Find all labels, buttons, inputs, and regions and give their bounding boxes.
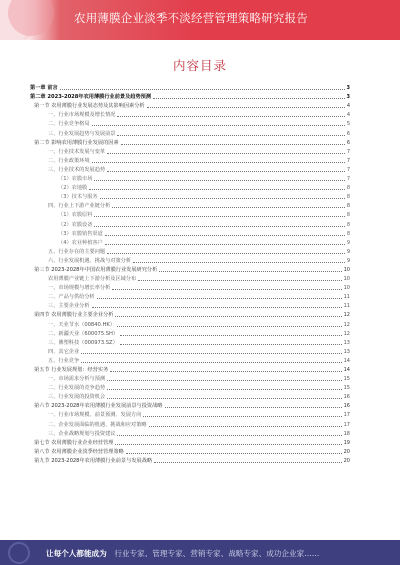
toc-entry[interactable] [30,237,350,246]
toc-leader-dots [60,89,345,90]
toc-entry-page: 15 [343,385,350,392]
toc-leader-dots [147,107,345,108]
toc-leader-dots [120,344,342,345]
toc-entry-label: 第五节 行业发展规划：经营实务 [34,367,109,373]
toc-entry-page: 7 [346,166,350,173]
toc-entry[interactable] [30,137,350,146]
toc-entry-page: 8 [346,230,350,237]
toc-entry[interactable] [30,91,350,100]
toc-entry[interactable] [30,282,350,291]
toc-entry-label: 第三节 2023-2028年中国农用薄膜行业发展研究分析 [34,266,158,273]
toc-entry-page: 8 [346,221,350,228]
toc-entry[interactable] [30,246,350,255]
toc-entry-page: 10 [343,266,350,273]
toc-entry[interactable] [30,328,350,337]
toc-entry-page: 13 [343,339,350,346]
toc-entry-label: 第七节 农用薄膜行业企业经营管理 [34,439,114,446]
toc-entry[interactable] [30,164,350,173]
toc-leader-dots [107,398,342,399]
toc-leader-dots [126,453,342,454]
toc-entry[interactable] [30,118,350,127]
toc-entry[interactable] [30,437,350,446]
toc-entry-page: 18 [343,430,350,437]
toc-entry[interactable] [30,364,350,373]
toc-leader-dots [94,216,344,217]
header-decoration [0,0,70,40]
toc-entry-label: 二、企业发展面临的机遇、挑战和应对策略 [48,421,147,428]
toc-entry-page: 14 [343,357,350,364]
toc-entry[interactable] [30,173,350,182]
toc-leader-dots [115,316,341,317]
toc-entry-page: 7 [346,148,350,155]
toc-entry[interactable] [30,291,350,300]
toc-entry-page: 9 [346,248,350,255]
toc-leader-dots [117,435,341,436]
toc-leader-dots [94,180,344,181]
toc-entry-page: 8 [346,203,350,210]
toc-leader-dots [94,226,344,227]
toc-entry-page: 19 [343,439,350,446]
page-footer-banner [0,540,400,565]
toc-leader-dots [159,271,341,272]
toc-leader-dots [107,253,345,254]
toc-entry-page: 13 [343,348,350,355]
toc-leader-dots [105,244,345,245]
toc-leader-dots [117,326,342,327]
toc-entry-label: 二、新疆天业（600075.SH） [48,330,119,337]
toc-leader-dots [107,153,345,154]
toc-entry-page: 20 [343,448,350,455]
toc-entry-label: （4）农业种植客户 [58,239,103,246]
toc-entry-label: 第一章 前言 [30,85,58,92]
toc-entry[interactable] [30,409,350,418]
toc-entry[interactable] [30,337,350,346]
toc-leader-dots [81,362,341,363]
toc-entry-page: 8 [346,194,350,201]
table-of-contents [30,82,350,464]
toc-entry-page: 7 [346,176,350,183]
toc-leader-dots [107,380,342,381]
toc-leader-dots [105,235,345,236]
toc-leader-dots [89,189,345,190]
toc-entry[interactable] [30,82,350,91]
toc-entry-label: 第八节 农用薄膜企业淡季经营管理策略 [34,448,124,455]
toc-entry-label: 四、行业上下游产业链分析 [48,203,111,210]
toc-leader-dots [143,416,341,417]
toc-entry-label: 第六节 2023-2028年农用薄膜行业发展前景与投资战略 [34,403,163,410]
toc-entry-page: 4 [346,103,350,110]
page-header-banner [0,0,400,40]
toc-entry-page: 11 [343,303,350,310]
toc-entry[interactable] [30,273,350,282]
toc-leader-dots [92,307,342,308]
toc-entry-page: 10 [343,276,350,283]
toc-entry[interactable] [30,391,350,400]
toc-entry-page: 12 [343,312,350,319]
footer-slogan-lead: 让每个人都能成为 [46,549,107,558]
toc-leader-dots [107,389,342,390]
toc-entry-label: （1）农膜市场 [58,176,93,183]
toc-entry[interactable] [30,155,350,164]
toc-entry[interactable] [30,127,350,136]
toc-entry[interactable] [30,418,350,427]
toc-entry-page: 20 [343,457,350,464]
toc-entry-page: 6 [346,130,350,137]
toc-entry[interactable] [30,264,350,273]
toc-entry-label: 第一节 农用薄膜行业发展态势及其影响因素分析 [34,103,145,110]
toc-leader-dots [120,335,341,336]
toc-entry-page: 9 [346,239,350,246]
toc-entry-label: 三、行业技术的发展趋势 [48,166,106,173]
toc-leader-dots [165,407,342,408]
toc-entry-label: （3）农膜销售渠道 [58,230,103,237]
toc-entry-label: 一、市场规模与增长率分析 [48,285,111,292]
toc-entry-label: 二、产品与供给分析 [48,294,95,301]
toc-leader-dots [97,298,342,299]
toc-entry[interactable] [30,455,350,464]
toc-entry[interactable] [30,318,350,327]
toc-entry-page: 17 [343,421,350,428]
toc-entry-label: （3）技术与服务 [58,194,98,201]
toc-leader-dots [149,426,342,427]
toc-entry[interactable] [30,373,350,382]
toc-entry-label: 三、行业发展趋势与发展前景 [48,130,116,137]
toc-entry-page: 5 [346,121,350,128]
toc-entry-page: 4 [346,112,350,119]
toc-entry[interactable] [30,346,350,355]
toc-entry-label: 三、企业战略规划与投资建议 [48,430,116,437]
toc-entry-page: 12 [343,321,350,328]
toc-entry-page: 14 [343,367,350,373]
toc-entry-page: 12 [343,330,350,337]
toc-leader-dots [107,171,345,172]
toc-entry-label: 六、行业发展机遇、挑战与对策分析 [48,257,132,264]
toc-leader-dots [117,135,344,136]
toc-leader-dots [112,289,341,290]
toc-leader-dots [81,353,341,354]
toc-entry[interactable] [30,109,350,118]
toc-entry-label: （2）农膜设备 [58,221,93,228]
toc-entry[interactable] [30,209,350,218]
toc-entry[interactable] [30,100,350,109]
toc-entry-label: 三、主要企业分析 [48,303,90,310]
toc-leader-dots [115,444,341,445]
toc-entry-label: 一、市场需求分析与预测 [48,376,106,383]
toc-entry-label: 四、其它企业 [48,348,80,355]
toc-entry-page: 16 [343,403,350,410]
toc-entry[interactable] [30,428,350,437]
toc-entry-label: 二、行业政策环境 [48,157,90,164]
toc-entry-page: 8 [346,185,350,192]
toc-leader-dots [121,144,345,145]
footer-slogan [46,548,319,559]
toc-entry-page: 11 [343,294,350,301]
toc-entry[interactable] [30,218,350,227]
toc-entry[interactable] [30,182,350,191]
toc-entry-label: 一、行业市场规模、前景预测、发展方向 [48,412,142,419]
toc-entry-label: 三、行业发展的投资机会 [48,394,106,401]
toc-leader-dots [112,207,345,208]
footer-slogan-tail: 行业专家、管理专家、营销专家、战略专家、成功企业家…… [114,549,320,558]
toc-entry-label: 一、行业市场规模及增长情况 [48,112,116,119]
toc-leader-dots [100,198,345,199]
toc-entry[interactable] [30,200,350,209]
toc-leader-dots [133,262,345,263]
toc-entry-label: 农用薄膜产业链上下游分析及区域分布 [48,276,137,283]
toc-leader-dots [153,98,344,99]
toc-entry-label: （2）农地膜 [58,185,88,192]
toc-leader-dots [117,116,344,117]
toc-entry[interactable] [30,255,350,264]
toc-entry-label: 二、行业发展的竞争趋势 [48,385,106,392]
toc-entry-page: 16 [343,394,350,401]
toc-entry-page: 15 [343,376,350,383]
toc-entry-page: 7 [346,157,350,164]
toc-entry-page: 10 [343,285,350,292]
toc-entry[interactable] [30,228,350,237]
toc-entry[interactable] [30,446,350,455]
toc-entry-page: 9 [346,257,350,264]
toc-entry-label: 第四节 农用薄膜行业主要企业分析 [34,312,114,319]
toc-entry[interactable] [30,300,350,309]
toc-entry-page: 6 [346,139,350,146]
toc-entry[interactable] [30,400,350,409]
toc-entry-page: 17 [343,412,350,419]
toc-entry-page: 3 [346,85,350,92]
toc-leader-dots [92,125,345,126]
toc-entry[interactable] [30,355,350,364]
toc-entry[interactable] [30,146,350,155]
toc-entry-label: 五、行业竞争 [48,357,80,364]
toc-entry-label: 第九节 2023-2028年农用薄膜行业前景与发展战略 [34,457,153,464]
toc-leader-dots [138,280,341,281]
toc-entry[interactable] [30,309,350,318]
toc-entry-label: 三、佛塑科技（000973.SZ） [48,339,118,346]
footer-decoration [8,542,30,564]
toc-leader-dots [110,371,341,372]
report-title: 农用薄膜企业淡季不淡经营管理策略研究报告 [74,11,308,25]
toc-entry-label: 一、天业节水（00840.HK） [48,321,115,328]
toc-entry-label: 一、行业技术发展与变革 [48,148,106,155]
toc-entry-page: 8 [346,212,350,219]
toc-entry-label: 第二节 影响农用薄膜行业发展的因素 [34,139,119,146]
toc-heading: 内容目录 [172,58,227,73]
toc-entry-label: （1）农膜原料 [58,212,93,219]
toc-entry[interactable] [30,191,350,200]
toc-leader-dots [154,462,342,463]
toc-entry-label: 二、行业竞争格局 [48,121,90,128]
toc-leader-dots [92,162,345,163]
toc-entry-label: 第二章 2023-2028年农用薄膜行业前景及趋势预测 [30,94,152,101]
toc-entry-page: 3 [346,94,350,101]
toc-entry[interactable] [30,382,350,391]
toc-entry-label: 五、行业存在的主要问题 [48,248,106,255]
